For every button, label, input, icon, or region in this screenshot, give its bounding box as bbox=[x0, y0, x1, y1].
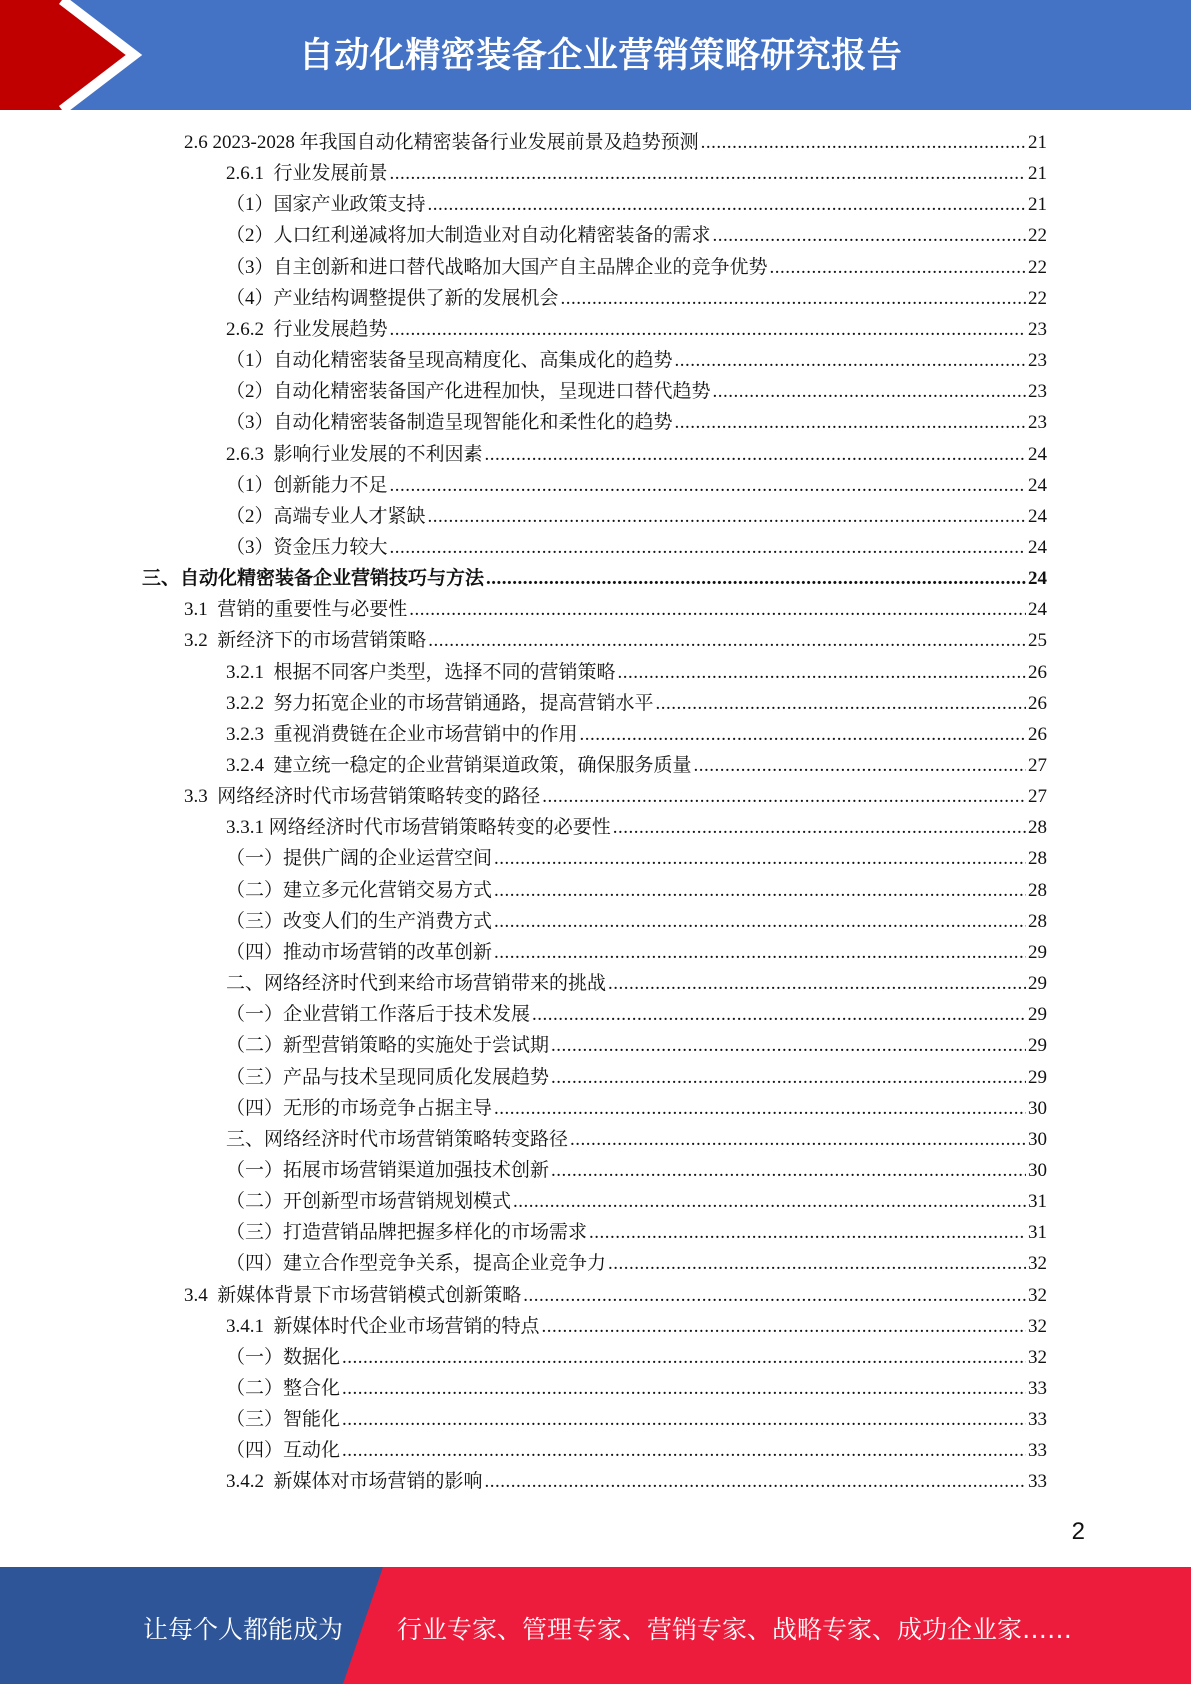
toc-entry-label: （2）高端专业人才紧缺 bbox=[226, 505, 426, 527]
toc-entry-label: （三）改变人们的生产消费方式 bbox=[226, 910, 493, 932]
toc-entry[interactable] bbox=[226, 875, 1047, 906]
toc-entry[interactable] bbox=[226, 1124, 1047, 1155]
toc-entry[interactable] bbox=[226, 501, 1047, 532]
toc-entry-label: （三）产品与技术呈现同质化发展趋势 bbox=[226, 1066, 550, 1088]
toc-leader-dots bbox=[485, 1466, 1026, 1497]
toc-leader-dots bbox=[551, 1155, 1026, 1186]
toc-entry-label: （二）建立多元化营销交易方式 bbox=[226, 879, 493, 901]
toc-leader-dots bbox=[390, 314, 1026, 345]
toc-entry-page: 22 bbox=[1028, 256, 1047, 278]
toc-entry-label: 三、自动化精密装备企业营销技巧与方法 bbox=[142, 568, 485, 590]
toc-entry-page: 32 bbox=[1028, 1253, 1047, 1275]
toc-leader-dots bbox=[523, 1280, 1026, 1311]
toc-entry-label: 3.2.1 根据不同客户类型，选择不同的营销策略 bbox=[226, 661, 616, 683]
toc-leader-dots bbox=[342, 1373, 1026, 1404]
toc-entry-label: 3.4.1 新媒体时代企业市场营销的特点 bbox=[226, 1315, 540, 1337]
toc-entry[interactable] bbox=[142, 563, 1047, 594]
toc-leader-dots bbox=[409, 594, 1026, 625]
toc-entry-page: 30 bbox=[1028, 1097, 1047, 1119]
toc-entry-page: 31 bbox=[1028, 1222, 1047, 1244]
toc-entry[interactable] bbox=[226, 314, 1047, 345]
toc-entry[interactable] bbox=[226, 750, 1047, 781]
toc-entry-label: （三）智能化 bbox=[226, 1409, 341, 1431]
toc-leader-dots bbox=[656, 688, 1026, 719]
toc-leader-dots bbox=[342, 1435, 1026, 1466]
toc-entry-page: 27 bbox=[1028, 755, 1047, 776]
toc-entry[interactable] bbox=[226, 688, 1047, 719]
toc-entry[interactable] bbox=[226, 532, 1047, 563]
toc-entry-label: 3.4.2 新媒体对市场营销的影响 bbox=[226, 1471, 483, 1493]
toc-entry[interactable] bbox=[226, 937, 1047, 968]
toc-entry[interactable] bbox=[226, 1093, 1047, 1124]
toc-entry-label: （2）自动化精密装备国产化进程加快，呈现进口替代趋势 bbox=[226, 381, 711, 403]
toc-entry-page: 21 bbox=[1028, 132, 1047, 153]
toc-leader-dots bbox=[390, 470, 1026, 501]
toc-entry-label: 3.1 营销的重要性与必要性 bbox=[184, 599, 408, 621]
toc-leader-dots bbox=[551, 1030, 1026, 1061]
toc-entry-label: 2.6.1 行业发展前景 bbox=[226, 163, 388, 185]
toc-entry-page: 22 bbox=[1028, 225, 1047, 247]
toc-entry-page: 26 bbox=[1028, 661, 1047, 683]
toc-entry-page: 33 bbox=[1028, 1378, 1047, 1399]
toc-entry-label: 二、网络经济时代到来给市场营销带来的挑战 bbox=[226, 973, 607, 995]
toc-entry[interactable] bbox=[226, 1373, 1047, 1404]
toc-entry-label: （一）数据化 bbox=[226, 1346, 341, 1368]
toc-entry-label: （二）新型营销策略的实施处于尝试期 bbox=[226, 1035, 550, 1057]
toc-entry-page: 23 bbox=[1028, 381, 1047, 403]
toc-entry[interactable] bbox=[226, 470, 1047, 501]
toc-entry-label: （四）无形的市场竞争占据主导 bbox=[226, 1097, 493, 1119]
toc-leader-dots bbox=[694, 750, 1026, 781]
toc-entry-label: 三、网络经济时代市场营销策略转变路径 bbox=[226, 1128, 569, 1150]
toc-leader-dots bbox=[675, 407, 1026, 438]
toc-entry-label: （一）企业营销工作落后于技术发展 bbox=[226, 1004, 531, 1026]
page-header bbox=[0, 0, 1191, 110]
toc-entry[interactable] bbox=[226, 407, 1047, 438]
toc-leader-dots bbox=[542, 781, 1026, 812]
toc-entry-label: 2.6.2 行业发展趋势 bbox=[226, 318, 388, 340]
toc-entry-page: 21 bbox=[1028, 194, 1047, 216]
report-title: 自动化精密装备企业营销策略研究报告 bbox=[298, 36, 903, 76]
toc-entry-page: 29 bbox=[1028, 973, 1047, 995]
toc-leader-dots bbox=[608, 1248, 1026, 1279]
toc-entry-page: 24 bbox=[1028, 505, 1047, 527]
toc-entry-label: （四）建立合作型竞争关系，提高企业竞争力 bbox=[226, 1253, 607, 1275]
toc-leader-dots bbox=[580, 719, 1026, 750]
toc-entry-page: 24 bbox=[1028, 599, 1047, 621]
toc-entry-label: （1）创新能力不足 bbox=[226, 474, 388, 496]
toc-entry[interactable] bbox=[226, 1342, 1047, 1373]
toc-entry-label: （3）自动化精密装备制造呈现智能化和柔性化的趋势 bbox=[226, 412, 673, 434]
toc-entry-page: 27 bbox=[1028, 786, 1047, 808]
toc-leader-dots bbox=[675, 345, 1026, 376]
toc-entry-page: 33 bbox=[1028, 1471, 1047, 1493]
toc-leader-dots bbox=[494, 875, 1026, 906]
toc-leader-dots bbox=[485, 439, 1026, 470]
toc-entry-label: （四）互动化 bbox=[226, 1440, 341, 1462]
toc-entry-page: 28 bbox=[1028, 910, 1047, 932]
toc-entry-page: 31 bbox=[1028, 1191, 1047, 1213]
toc-entry-page: 29 bbox=[1028, 1066, 1047, 1088]
toc-entry-page: 26 bbox=[1028, 692, 1047, 714]
toc-entry-page: 22 bbox=[1028, 287, 1047, 309]
toc-entry[interactable] bbox=[226, 1062, 1047, 1093]
toc-leader-dots bbox=[428, 189, 1026, 220]
toc-entry[interactable] bbox=[226, 189, 1047, 220]
toc-leader-dots bbox=[561, 283, 1026, 314]
toc-entry[interactable] bbox=[226, 843, 1047, 874]
toc-leader-dots bbox=[618, 657, 1026, 688]
toc-entry-page: 32 bbox=[1028, 1315, 1047, 1337]
toc-entry[interactable] bbox=[226, 220, 1047, 251]
toc-entry[interactable] bbox=[226, 1466, 1047, 1497]
toc-entry-label: （三）打造营销品牌把握多样化的市场需求 bbox=[226, 1222, 588, 1244]
toc-leader-dots bbox=[494, 906, 1026, 937]
toc-entry-page: 23 bbox=[1028, 318, 1047, 340]
toc-leader-dots bbox=[542, 1311, 1026, 1342]
toc-entry[interactable] bbox=[226, 345, 1047, 376]
footer-slogan-right: 行业专家、管理专家、营销专家、战略专家、成功企业家…… bbox=[397, 1615, 1073, 1644]
toc-leader-dots bbox=[613, 812, 1026, 843]
toc-entry[interactable] bbox=[226, 1404, 1047, 1435]
toc-entry-page: 32 bbox=[1028, 1284, 1047, 1306]
toc-entry-page: 28 bbox=[1028, 848, 1047, 870]
toc-entry-page: 29 bbox=[1028, 941, 1047, 963]
toc-entry[interactable] bbox=[226, 1311, 1047, 1342]
toc-leader-dots bbox=[494, 843, 1026, 874]
toc-entry[interactable] bbox=[226, 1030, 1047, 1061]
toc-leader-dots bbox=[551, 1062, 1026, 1093]
toc-entry-label: 3.3.1 网络经济时代市场营销策略转变的必要性 bbox=[226, 817, 611, 839]
toc-leader-dots bbox=[428, 501, 1026, 532]
toc-entry[interactable] bbox=[184, 625, 1047, 656]
toc-entry-page: 30 bbox=[1028, 1128, 1047, 1150]
toc-entry-page: 24 bbox=[1028, 474, 1047, 496]
toc-leader-dots bbox=[494, 1093, 1026, 1124]
toc-entry-page: 29 bbox=[1028, 1004, 1047, 1026]
toc-entry-label: 3.2.2 努力拓宽企业的市场营销通路，提高营销水平 bbox=[226, 692, 654, 714]
toc-entry[interactable] bbox=[226, 1435, 1047, 1466]
toc-entry-page: 21 bbox=[1028, 163, 1047, 185]
toc-leader-dots bbox=[608, 968, 1026, 999]
toc-entry-page: 32 bbox=[1028, 1346, 1047, 1368]
toc-entry-label: 3.2.3 重视消费链在企业市场营销中的作用 bbox=[226, 723, 578, 745]
toc-entry-label: （4）产业结构调整提供了新的发展机会 bbox=[226, 287, 559, 309]
toc-leader-dots bbox=[570, 1124, 1026, 1155]
toc-entry-page: 28 bbox=[1028, 879, 1047, 901]
toc-leader-dots bbox=[486, 563, 1026, 594]
toc-leader-dots bbox=[701, 127, 1026, 158]
toc-entry[interactable] bbox=[184, 781, 1047, 812]
toc-entry-page: 24 bbox=[1028, 536, 1047, 558]
toc-entry-label: （1）国家产业政策支持 bbox=[226, 194, 426, 216]
toc-entry-page: 33 bbox=[1028, 1409, 1047, 1431]
toc-entry[interactable] bbox=[226, 283, 1047, 314]
toc-entry[interactable] bbox=[226, 657, 1047, 688]
toc-entry-label: 3.2.4 建立统一稳定的企业营销渠道政策，确保服务质量 bbox=[226, 755, 692, 776]
toc-entry[interactable] bbox=[226, 376, 1047, 407]
toc-entry-page: 29 bbox=[1028, 1035, 1047, 1057]
toc-leader-dots bbox=[532, 999, 1026, 1030]
toc-leader-dots bbox=[713, 220, 1026, 251]
toc-entry[interactable] bbox=[184, 127, 1047, 158]
toc-leader-dots bbox=[713, 376, 1026, 407]
toc-entry-page: 30 bbox=[1028, 1159, 1047, 1181]
toc-leader-dots bbox=[513, 1186, 1026, 1217]
toc-entry-page: 24 bbox=[1028, 443, 1047, 465]
toc-entry[interactable] bbox=[226, 999, 1047, 1030]
toc-entry[interactable] bbox=[226, 968, 1047, 999]
toc-entry-label: 2.6.3 影响行业发展的不利因素 bbox=[226, 443, 483, 465]
toc-entry-page: 24 bbox=[1028, 568, 1047, 590]
toc-entry-label: 3.2 新经济下的市场营销策略 bbox=[184, 630, 427, 652]
toc-entry-page: 25 bbox=[1028, 630, 1047, 652]
toc-entry-page: 26 bbox=[1028, 723, 1047, 745]
page-footer bbox=[0, 1567, 1191, 1684]
toc-entry-label: 3.3 网络经济时代市场营销策略转变的路径 bbox=[184, 786, 541, 808]
toc-entry-label: （一）拓展市场营销渠道加强技术创新 bbox=[226, 1159, 550, 1181]
toc-entry-label: （1）自动化精密装备呈现高精度化、高集成化的趋势 bbox=[226, 350, 673, 372]
toc-entry-label: （2）人口红利递减将加大制造业对自动化精密装备的需求 bbox=[226, 225, 711, 247]
toc-leader-dots bbox=[770, 252, 1026, 283]
footer-slogan-left: 让每个人都能成为 bbox=[143, 1615, 344, 1644]
toc-entry-page: 33 bbox=[1028, 1440, 1047, 1462]
toc-leader-dots bbox=[342, 1404, 1026, 1435]
toc-entry-label: （一）提供广阔的企业运营空间 bbox=[226, 848, 493, 870]
toc-entry[interactable] bbox=[226, 1155, 1047, 1186]
toc-entry-label: （3）资金压力较大 bbox=[226, 536, 388, 558]
toc-entry[interactable] bbox=[226, 1248, 1047, 1279]
toc-entry-label: （四）推动市场营销的改革创新 bbox=[226, 941, 493, 963]
toc-entry[interactable] bbox=[184, 1280, 1047, 1311]
toc-leader-dots bbox=[390, 532, 1026, 563]
toc-entry-label: 2.6 2023-2028 年我国自动化精密装备行业发展前景及趋势预测 bbox=[184, 132, 699, 153]
toc-entry-page: 23 bbox=[1028, 350, 1047, 372]
toc-leader-dots bbox=[342, 1342, 1026, 1373]
toc-entry[interactable] bbox=[184, 594, 1047, 625]
toc-entry[interactable] bbox=[226, 812, 1047, 843]
toc-entry-page: 28 bbox=[1028, 817, 1047, 839]
toc-entry-label: 3.4 新媒体背景下市场营销模式创新策略 bbox=[184, 1284, 522, 1306]
toc-leader-dots bbox=[494, 937, 1026, 968]
toc-entry[interactable] bbox=[226, 906, 1047, 937]
toc-entry[interactable] bbox=[226, 1186, 1047, 1217]
toc-entry[interactable] bbox=[226, 439, 1047, 470]
toc-entry-label: （二）开创新型市场营销规划模式 bbox=[226, 1191, 512, 1213]
toc-entry-label: （3）自主创新和进口替代战略加大国产自主品牌企业的竞争优势 bbox=[226, 256, 768, 278]
page-number: 2 bbox=[1071, 1518, 1085, 1545]
toc-entry-label: （二）整合化 bbox=[226, 1378, 341, 1399]
toc-entry[interactable] bbox=[226, 719, 1047, 750]
toc-leader-dots bbox=[428, 625, 1026, 656]
toc-leader-dots bbox=[390, 158, 1026, 189]
toc-leader-dots bbox=[589, 1217, 1026, 1248]
toc-entry-page: 23 bbox=[1028, 412, 1047, 434]
toc-entry[interactable] bbox=[226, 252, 1047, 283]
toc-entry[interactable] bbox=[226, 1217, 1047, 1248]
toc-entry[interactable] bbox=[226, 158, 1047, 189]
